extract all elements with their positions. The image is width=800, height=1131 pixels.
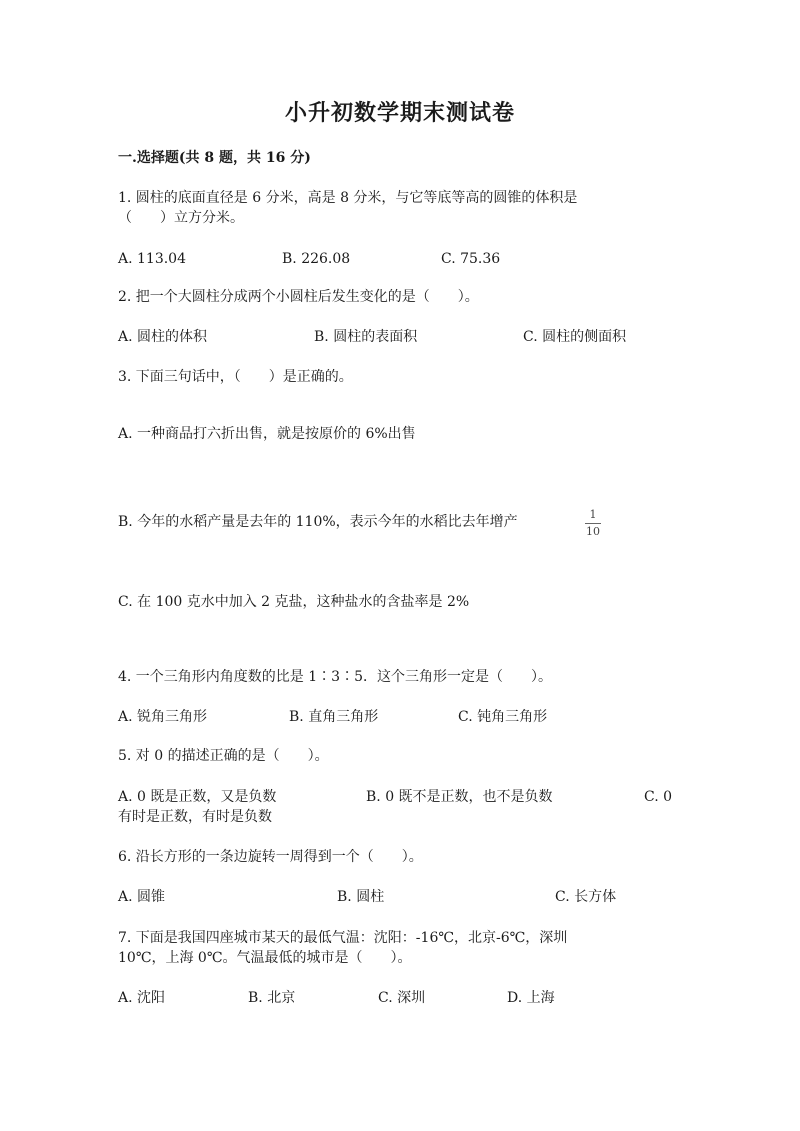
option-c: C. 钝角三角形 [458,709,548,725]
option-a: A. 圆锥 [118,889,166,905]
option-b: B. 圆柱 [337,889,385,905]
page-title: 小升初数学期末测试卷 [284,100,515,126]
section-heading: 一.选择题(共 8 题，共 16 分) [118,150,311,166]
option-b: B. 0 既不是正数，也不是负数 [366,789,553,805]
option-c: C. 75.36 [441,251,501,267]
question-stem-continued: 10℃，上海 0℃。气温最低的城市是（ ）。 [118,950,412,966]
option-a: A. 沈阳 [118,990,166,1006]
question-stem: 6. 沿长方形的一条边旋转一周得到一个（ ）。 [118,849,423,865]
option-d: D. 上海 [507,990,555,1006]
option-b: B. 北京 [248,990,296,1006]
option-b: B. 直角三角形 [289,709,379,725]
question-stem: 5. 对 0 的描述正确的是（ ）。 [118,748,329,764]
option-b: B. 今年的水稻产量是去年的 110%，表示今年的水稻比去年增产 [118,514,518,530]
option-a: A. 113.04 [118,251,186,267]
option-c-continued: 有时是正数，有时是负数 [118,809,272,825]
option-c: C. 圆柱的侧面积 [523,329,627,345]
option-a: A. 0 既是正数，又是负数 [118,789,277,805]
option-c: C. 长方体 [555,889,617,905]
option-c: C. 深圳 [378,990,426,1006]
question-stem: 1. 圆柱的底面直径是 6 分米，高是 8 分米，与它等底等高的圆锥的体积是 [118,190,578,206]
fraction-numerator: 1 [589,508,597,521]
fraction-bar [585,523,601,524]
option-c: C. 在 100 克水中加入 2 克盐，这种盐水的含盐率是 2% [118,594,470,610]
question-stem-continued: （ ）立方分米。 [118,210,244,226]
question-stem: 3. 下面三句话中，（ ）是正确的。 [118,369,353,385]
option-a: A. 锐角三角形 [118,709,208,725]
fraction-one-tenth [583,509,603,538]
option-a: A. 圆柱的体积 [118,329,208,345]
question-stem: 4. 一个三角形内角度数的比是 1∶3∶5．这个三角形一定是（ ）。 [118,669,552,685]
option-a: A. 一种商品打六折出售，就是按原价的 6%出售 [118,426,416,442]
option-b: B. 226.08 [282,251,351,267]
question-stem: 2. 把一个大圆柱分成两个小圆柱后发生变化的是（ ）。 [118,289,479,305]
option-b: B. 圆柱的表面积 [314,329,418,345]
option-c: C. 0 [644,789,673,805]
fraction-denominator: 10 [586,525,600,538]
question-stem: 7. 下面是我国四座城市某天的最低气温：沈阳：-16℃，北京-6℃，深圳 [118,930,568,946]
